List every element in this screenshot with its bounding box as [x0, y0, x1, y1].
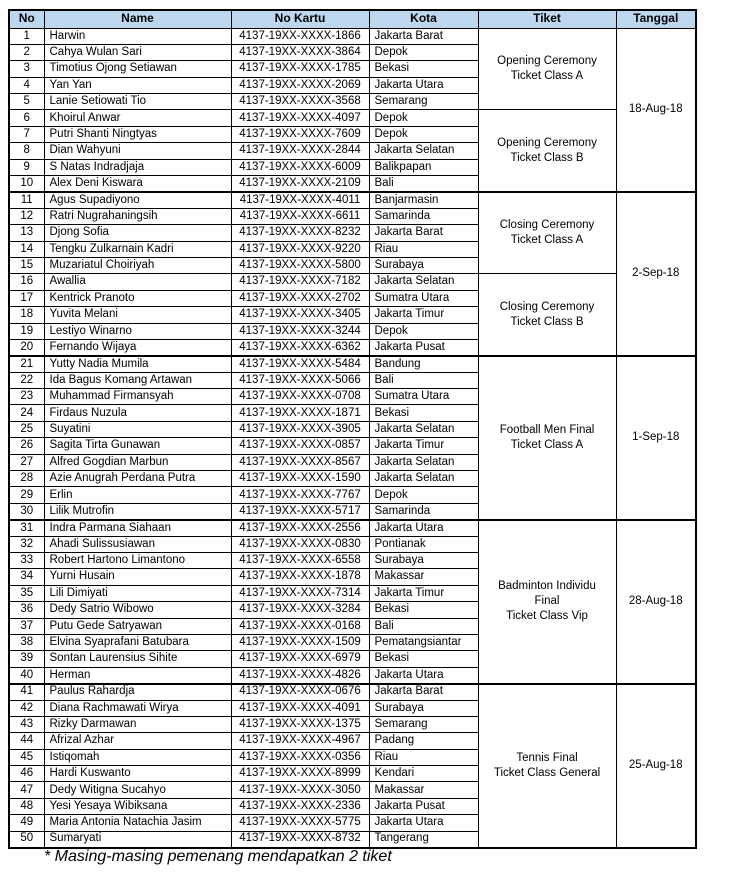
card-number-cell: 4137-19XX-XXXX-7314 — [231, 585, 369, 601]
card-number-cell: 4137-19XX-XXXX-2556 — [231, 520, 369, 536]
card-number-cell: 4137-19XX-XXXX-8232 — [231, 225, 369, 241]
city-cell: Samarinda — [369, 208, 478, 224]
city-cell: Jakarta Timur — [369, 438, 478, 454]
table-row — [9, 274, 696, 290]
name-cell: Cahya Wulan Sari — [44, 44, 231, 60]
name-cell: Istiqomah — [44, 749, 231, 765]
card-number-cell: 4137-19XX-XXXX-4826 — [231, 667, 369, 683]
card-number-cell: 4137-19XX-XXXX-3405 — [231, 307, 369, 323]
name-cell: Djong Sofia — [44, 225, 231, 241]
card-number-cell: 4137-19XX-XXXX-9220 — [231, 241, 369, 257]
city-cell: Jakarta Barat — [369, 225, 478, 241]
card-number-cell: 4137-19XX-XXXX-0676 — [231, 684, 369, 700]
name-cell: Dian Wahyuni — [44, 143, 231, 159]
row-number-cell: 5 — [9, 94, 44, 110]
ticket-group-cell — [478, 684, 616, 848]
card-number-cell: 4137-19XX-XXXX-0708 — [231, 389, 369, 405]
row-number-cell: 46 — [9, 766, 44, 782]
ticket-label-line: Ticket Class General — [493, 766, 601, 779]
city-cell: Semarang — [369, 94, 478, 110]
name-cell: Yan Yan — [44, 77, 231, 93]
city-cell: Riau — [369, 241, 478, 257]
city-cell: Bali — [369, 618, 478, 634]
card-number-cell: 4137-19XX-XXXX-1375 — [231, 716, 369, 732]
card-number-cell: 4137-19XX-XXXX-3244 — [231, 323, 369, 339]
ticket-group-cell — [478, 356, 616, 520]
city-cell: Pematangsiantar — [369, 634, 478, 650]
ticket-label-line: Tennis Final — [516, 751, 578, 764]
name-cell: Azie Anugrah Perdana Putra — [44, 471, 231, 487]
card-number-cell: 4137-19XX-XXXX-3568 — [231, 94, 369, 110]
name-cell: Sontan Laurensius Sihite — [44, 651, 231, 667]
name-cell: Fernando Wijaya — [44, 339, 231, 355]
city-cell: Jakarta Timur — [369, 585, 478, 601]
card-number-cell: 4137-19XX-XXXX-7609 — [231, 126, 369, 142]
row-number-cell: 40 — [9, 667, 44, 683]
row-number-cell: 14 — [9, 241, 44, 257]
name-cell: Yurni Husain — [44, 569, 231, 585]
name-cell: Kentrick Pranoto — [44, 290, 231, 306]
card-number-cell: 4137-19XX-XXXX-2109 — [231, 176, 369, 192]
city-cell: Semarang — [369, 716, 478, 732]
ticket-label-line: Ticket Class A — [510, 234, 584, 247]
city-cell: Bandung — [369, 356, 478, 372]
card-number-cell: 4137-19XX-XXXX-8732 — [231, 831, 369, 847]
row-number-cell: 12 — [9, 208, 44, 224]
table-row — [9, 520, 696, 536]
card-number-cell: 4137-19XX-XXXX-8999 — [231, 766, 369, 782]
row-number-cell: 1 — [9, 28, 44, 44]
row-number-cell: 42 — [9, 700, 44, 716]
ticket-label-line: Ticket Class Vip — [506, 610, 588, 623]
date-group-cell: 1-Sep-18 — [616, 356, 696, 520]
name-cell: Agus Supadiyono — [44, 192, 231, 208]
name-cell: Indra Parmana Siahaan — [44, 520, 231, 536]
card-number-cell: 4137-19XX-XXXX-2069 — [231, 77, 369, 93]
name-cell: Alfred Gogdian Marbun — [44, 454, 231, 470]
row-number-cell: 10 — [9, 176, 44, 192]
name-cell: Erlin — [44, 487, 231, 503]
city-cell: Depok — [369, 323, 478, 339]
city-cell: Padang — [369, 733, 478, 749]
name-cell: Yutty Nadia Mumila — [44, 356, 231, 372]
row-number-cell: 41 — [9, 684, 44, 700]
card-number-cell: 4137-19XX-XXXX-2844 — [231, 143, 369, 159]
row-number-cell: 2 — [9, 44, 44, 60]
card-number-cell: 4137-19XX-XXXX-7182 — [231, 274, 369, 290]
name-cell: Ratri Nugrahaningsih — [44, 208, 231, 224]
name-cell: Herman — [44, 667, 231, 683]
row-number-cell: 34 — [9, 569, 44, 585]
row-number-cell: 44 — [9, 733, 44, 749]
card-number-cell: 4137-19XX-XXXX-5066 — [231, 372, 369, 388]
card-number-cell: 4137-19XX-XXXX-1509 — [231, 634, 369, 650]
row-number-cell: 48 — [9, 798, 44, 814]
name-cell: Robert Hartono Limantono — [44, 553, 231, 569]
row-number-cell: 23 — [9, 389, 44, 405]
card-number-cell: 4137-19XX-XXXX-5484 — [231, 356, 369, 372]
name-cell: Timotius Ojong Setiawan — [44, 61, 231, 77]
ticket-label-line: Ticket Class A — [510, 438, 584, 451]
card-number-cell: 4137-19XX-XXXX-2702 — [231, 290, 369, 306]
city-cell: Makassar — [369, 782, 478, 798]
footnote: * Masing-masing pemenang mendapatkan 2 tiket — [44, 848, 392, 865]
card-number-cell: 4137-19XX-XXXX-4011 — [231, 192, 369, 208]
city-cell: Depok — [369, 44, 478, 60]
ticket-label-line: Opening Ceremony — [497, 55, 597, 68]
table-header — [9, 10, 696, 28]
ticket-label-line: Final — [534, 595, 560, 608]
table-row — [9, 28, 696, 44]
card-number-cell: 4137-19XX-XXXX-0857 — [231, 438, 369, 454]
row-number-cell: 32 — [9, 536, 44, 552]
name-cell: Paulus Rahardja — [44, 684, 231, 700]
ticket-group-cell — [478, 110, 616, 192]
card-number-cell: 4137-19XX-XXXX-6979 — [231, 651, 369, 667]
date-group-cell: 18-Aug-18 — [616, 28, 696, 192]
name-cell: S Natas Indradjaja — [44, 159, 231, 175]
row-number-cell: 24 — [9, 405, 44, 421]
card-number-cell: 4137-19XX-XXXX-1871 — [231, 405, 369, 421]
city-cell: Jakarta Utara — [369, 520, 478, 536]
ticket-label-line: Closing Ceremony — [499, 219, 595, 232]
date-group-cell: 28-Aug-18 — [616, 520, 696, 684]
city-cell: Jakarta Pusat — [369, 339, 478, 355]
city-cell: Depok — [369, 126, 478, 142]
city-cell: Banjarmasin — [369, 192, 478, 208]
ticket-label-line: Badminton Individu — [498, 580, 596, 593]
name-cell: Sumaryati — [44, 831, 231, 847]
card-number-cell: 4137-19XX-XXXX-3905 — [231, 421, 369, 437]
row-number-cell: 45 — [9, 749, 44, 765]
date-group-cell: 25-Aug-18 — [616, 684, 696, 848]
card-number-cell: 4137-19XX-XXXX-0168 — [231, 618, 369, 634]
card-number-cell: 4137-19XX-XXXX-4967 — [231, 733, 369, 749]
card-number-cell: 4137-19XX-XXXX-3284 — [231, 602, 369, 618]
name-cell: Dedy Witigna Sucahyo — [44, 782, 231, 798]
row-number-cell: 21 — [9, 356, 44, 372]
name-cell: Ahadi Sulissusiawan — [44, 536, 231, 552]
row-number-cell: 7 — [9, 126, 44, 142]
row-number-cell: 30 — [9, 503, 44, 519]
row-number-cell: 20 — [9, 339, 44, 355]
card-number-cell: 4137-19XX-XXXX-1785 — [231, 61, 369, 77]
card-number-cell: 4137-19XX-XXXX-1878 — [231, 569, 369, 585]
ticket-label-line: Football Men Final — [499, 423, 595, 436]
city-cell: Jakarta Selatan — [369, 454, 478, 470]
card-number-cell: 4137-19XX-XXXX-7767 — [231, 487, 369, 503]
header-name: Name — [44, 10, 231, 28]
ticket-label-line: Ticket Class B — [510, 315, 584, 328]
header-row — [9, 10, 696, 28]
ticket-label-line: Closing Ceremony — [499, 300, 595, 313]
ticket-label-line: Ticket Class B — [510, 151, 584, 164]
card-number-cell: 4137-19XX-XXXX-6558 — [231, 553, 369, 569]
card-number-cell: 4137-19XX-XXXX-1590 — [231, 471, 369, 487]
card-number-cell: 4137-19XX-XXXX-4091 — [231, 700, 369, 716]
city-cell: Bekasi — [369, 405, 478, 421]
table-body — [9, 28, 696, 848]
card-number-cell: 4137-19XX-XXXX-3050 — [231, 782, 369, 798]
city-cell: Bali — [369, 372, 478, 388]
card-number-cell: 4137-19XX-XXXX-8567 — [231, 454, 369, 470]
city-cell: Sumatra Utara — [369, 389, 478, 405]
city-cell: Jakarta Utara — [369, 815, 478, 831]
name-cell: Tengku Zulkarnain Kadri — [44, 241, 231, 257]
row-number-cell: 18 — [9, 307, 44, 323]
row-number-cell: 9 — [9, 159, 44, 175]
row-number-cell: 4 — [9, 77, 44, 93]
row-number-cell: 35 — [9, 585, 44, 601]
city-cell: Makassar — [369, 569, 478, 585]
name-cell: Afrizal Azhar — [44, 733, 231, 749]
city-cell: Jakarta Pusat — [369, 798, 478, 814]
city-cell: Bali — [369, 176, 478, 192]
card-number-cell: 4137-19XX-XXXX-3864 — [231, 44, 369, 60]
card-number-cell: 4137-19XX-XXXX-2336 — [231, 798, 369, 814]
row-number-cell: 26 — [9, 438, 44, 454]
name-cell: Lili Dimiyati — [44, 585, 231, 601]
date-group-cell: 2-Sep-18 — [616, 192, 696, 356]
card-number-cell: 4137-19XX-XXXX-1866 — [231, 28, 369, 44]
name-cell: Muhammad Firmansyah — [44, 389, 231, 405]
ticket-group-cell — [478, 274, 616, 356]
city-cell: Pontianak — [369, 536, 478, 552]
name-cell: Lilik Mutrofin — [44, 503, 231, 519]
name-cell: Muzariatul Choiriyah — [44, 257, 231, 273]
row-number-cell: 36 — [9, 602, 44, 618]
card-number-cell: 4137-19XX-XXXX-0356 — [231, 749, 369, 765]
name-cell: Yesi Yesaya Wibiksana — [44, 798, 231, 814]
header-tanggal: Tanggal — [616, 10, 696, 28]
city-cell: Jakarta Selatan — [369, 274, 478, 290]
name-cell: Lestiyo Winarno — [44, 323, 231, 339]
row-number-cell: 28 — [9, 471, 44, 487]
name-cell: Harwin — [44, 28, 231, 44]
city-cell: Jakarta Selatan — [369, 143, 478, 159]
row-number-cell: 39 — [9, 651, 44, 667]
name-cell: Putri Shanti Ningtyas — [44, 126, 231, 142]
table-row — [9, 684, 696, 700]
city-cell: Riau — [369, 749, 478, 765]
header-kartu: No Kartu — [231, 10, 369, 28]
row-number-cell: 11 — [9, 192, 44, 208]
city-cell: Jakarta Utara — [369, 77, 478, 93]
card-number-cell: 4137-19XX-XXXX-5717 — [231, 503, 369, 519]
row-number-cell: 38 — [9, 634, 44, 650]
name-cell: Firdaus Nuzula — [44, 405, 231, 421]
city-cell: Samarinda — [369, 503, 478, 519]
winners-table — [8, 9, 697, 849]
city-cell: Balikpapan — [369, 159, 478, 175]
card-number-cell: 4137-19XX-XXXX-5800 — [231, 257, 369, 273]
row-number-cell: 27 — [9, 454, 44, 470]
city-cell: Jakarta Barat — [369, 28, 478, 44]
ticket-group-cell — [478, 28, 616, 110]
city-cell: Depok — [369, 487, 478, 503]
row-number-cell: 15 — [9, 257, 44, 273]
card-number-cell: 4137-19XX-XXXX-5775 — [231, 815, 369, 831]
city-cell: Jakarta Timur — [369, 307, 478, 323]
row-number-cell: 22 — [9, 372, 44, 388]
ticket-group-cell — [478, 520, 616, 684]
row-number-cell: 37 — [9, 618, 44, 634]
card-number-cell: 4137-19XX-XXXX-6611 — [231, 208, 369, 224]
row-number-cell: 16 — [9, 274, 44, 290]
name-cell: Yuvita Melani — [44, 307, 231, 323]
row-number-cell: 43 — [9, 716, 44, 732]
city-cell: Sumatra Utara — [369, 290, 478, 306]
card-number-cell: 4137-19XX-XXXX-6009 — [231, 159, 369, 175]
name-cell: Hardi Kuswanto — [44, 766, 231, 782]
row-number-cell: 8 — [9, 143, 44, 159]
city-cell: Tangerang — [369, 831, 478, 847]
ticket-label-line: Opening Ceremony — [497, 136, 597, 149]
row-number-cell: 25 — [9, 421, 44, 437]
name-cell: Khoirul Anwar — [44, 110, 231, 126]
row-number-cell: 3 — [9, 61, 44, 77]
city-cell: Surabaya — [369, 700, 478, 716]
city-cell: Jakarta Selatan — [369, 421, 478, 437]
header-kota: Kota — [369, 10, 478, 28]
name-cell: Maria Antonia Natachia Jasim — [44, 815, 231, 831]
table-row — [9, 110, 696, 126]
name-cell: Ida Bagus Komang Artawan — [44, 372, 231, 388]
card-number-cell: 4137-19XX-XXXX-6362 — [231, 339, 369, 355]
name-cell: Dedy Satrio Wibowo — [44, 602, 231, 618]
table-row — [9, 192, 696, 208]
table-row — [9, 356, 696, 372]
row-number-cell: 50 — [9, 831, 44, 847]
row-number-cell: 6 — [9, 110, 44, 126]
city-cell: Jakarta Barat — [369, 684, 478, 700]
name-cell: Putu Gede Satryawan — [44, 618, 231, 634]
name-cell: Alex Deni Kiswara — [44, 176, 231, 192]
row-number-cell: 31 — [9, 520, 44, 536]
name-cell: Lanie Setiowati Tio — [44, 94, 231, 110]
city-cell: Surabaya — [369, 257, 478, 273]
row-number-cell: 17 — [9, 290, 44, 306]
card-number-cell: 4137-19XX-XXXX-0830 — [231, 536, 369, 552]
city-cell: Jakarta Utara — [369, 667, 478, 683]
name-cell: Elvina Syaprafani Batubara — [44, 634, 231, 650]
name-cell: Suyatini — [44, 421, 231, 437]
row-number-cell: 13 — [9, 225, 44, 241]
city-cell: Jakarta Selatan — [369, 471, 478, 487]
name-cell: Diana Rachmawati Wirya — [44, 700, 231, 716]
city-cell: Bekasi — [369, 651, 478, 667]
city-cell: Surabaya — [369, 553, 478, 569]
row-number-cell: 33 — [9, 553, 44, 569]
header-tiket: Tiket — [478, 10, 616, 28]
row-number-cell: 47 — [9, 782, 44, 798]
name-cell: Sagita Tirta Gunawan — [44, 438, 231, 454]
city-cell: Bekasi — [369, 602, 478, 618]
row-number-cell: 19 — [9, 323, 44, 339]
city-cell: Kendari — [369, 766, 478, 782]
name-cell: Rizky Darmawan — [44, 716, 231, 732]
city-cell: Depok — [369, 110, 478, 126]
city-cell: Bekasi — [369, 61, 478, 77]
header-no: No — [9, 10, 44, 28]
name-cell: Awallia — [44, 274, 231, 290]
ticket-label-line: Ticket Class A — [510, 69, 584, 82]
row-number-cell: 49 — [9, 815, 44, 831]
row-number-cell: 29 — [9, 487, 44, 503]
ticket-group-cell — [478, 192, 616, 274]
card-number-cell: 4137-19XX-XXXX-4097 — [231, 110, 369, 126]
